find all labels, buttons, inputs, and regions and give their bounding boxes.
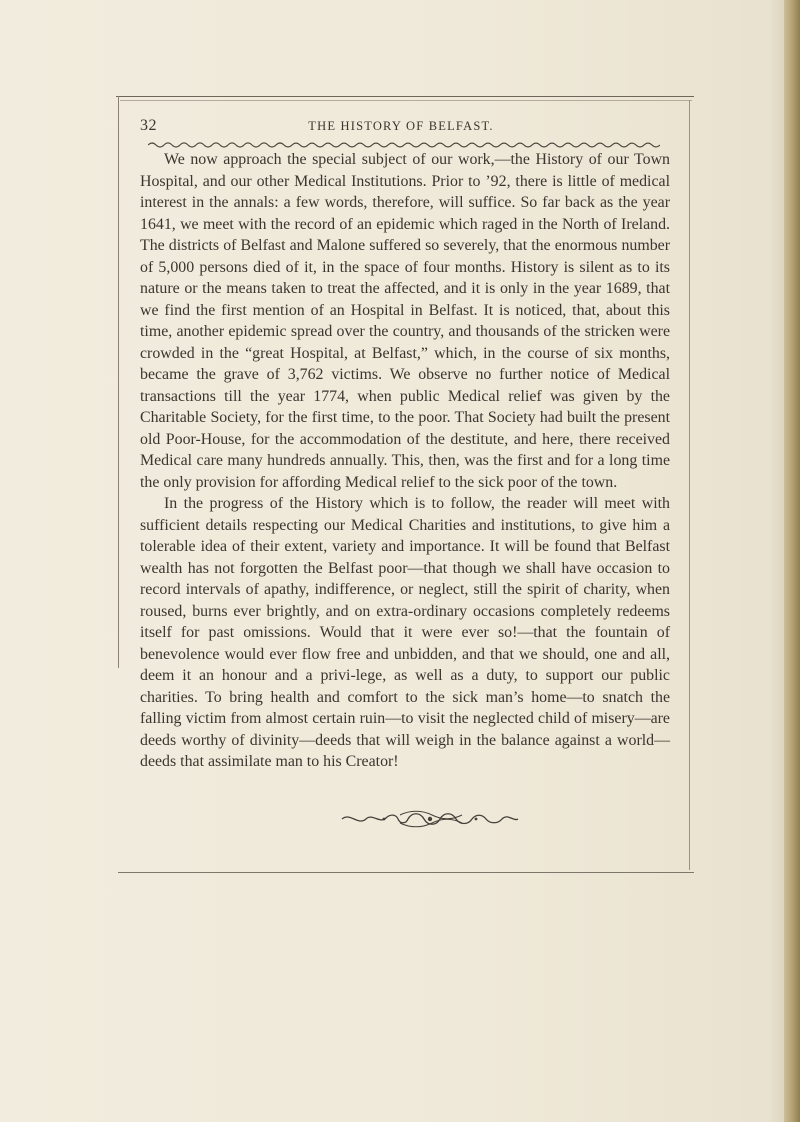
page-header bbox=[140, 117, 662, 139]
page-edge-shadow bbox=[784, 0, 800, 1122]
page-number: 32 bbox=[140, 117, 157, 134]
body-text bbox=[140, 149, 670, 773]
frame-line-left bbox=[118, 96, 119, 668]
frame-line-right bbox=[689, 100, 690, 870]
frame-line-top-inner bbox=[120, 100, 692, 101]
paragraph-1: We now approach the special subject of our work,—the History of our Town Hospital, and our other Medical Institutions. Prior to ’92, there is little of medical interest in the annals: a few words, therefore, will suffice. So far back as the year 1641, we meet with the record of an epidemic which raged in the North of Ireland. The districts of Belfast and Malone suffered so severely, that the enormous number of 5,000 persons died of it, in the space of four months. History is silent as to its nature or the means taken to treat the affected, and it is only in the year 1689, that we find the first mention of an Hospital in Belfast. It is noticed, that, about this time, another epidemic spread over the country, and thousands of the stricken were crowded in the “great Hospital, at Belfast,” which, in the course of six months, became the grave of 3,762 victims. We observe no further notice of Medical transactions till the year 1774, when public Medical relief was given by the Charitable Society, for the first time, to the poor. That Society had built the present old Poor-House, for the accommodation of the destitute, and here, there received Medical care many hundreds annually. This, then, was the first and for a long time the only provision for affording Medical relief to the sick poor of the town. bbox=[140, 151, 670, 491]
paragraph-2: In the progress of the History which is to follow, the reader will meet with sufficient details respecting our Medical Charities and institutions, to give him a tolerable idea of their extent, variety and importance. It will be found that Belfast wealth has not forgotten the Belfast poor—that though we shall have occasion to record intervals of apathy, indifference, or neglect, still the spirit of charity, when roused, burns ever brightly, and on extra-ordinary occasions completely redeems itself for past omissions. Would that it were ever so!—that the fountain of benevolence would ever flow free and unbidden, and that we should, one and all, deem it an honour and a privi-lege, as well as a duty, to support our public charities. To bring health and comfort to the sick man’s home—to snatch the falling victim from almost certain ruin—to visit the neglected child of misery—are deeds worthy of divinity—deeds that will weigh in the balance against a world—deeds that assimilate man to his Creator! bbox=[140, 495, 670, 770]
tailpiece-ornament-icon bbox=[340, 810, 520, 828]
wavy-rule-icon bbox=[148, 141, 660, 149]
frame-line-bottom bbox=[118, 872, 694, 873]
running-head: THE HISTORY OF BELFAST. bbox=[308, 119, 494, 133]
frame-line-top bbox=[116, 96, 694, 97]
